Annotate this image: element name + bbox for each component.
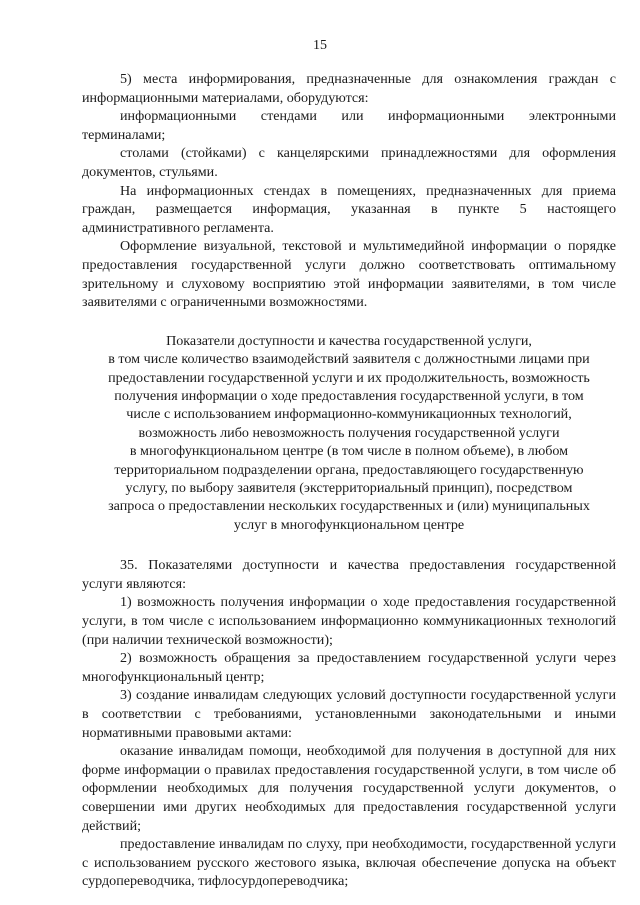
paragraph: информационными стендами или информационными электронными терминалами; xyxy=(82,108,616,143)
heading-line: получения информации о ходе предоставления государственной услуги, в том xyxy=(114,387,584,404)
paragraph: столами (стойками) с канцелярскими принадлежностями для оформления документов, стульями. xyxy=(82,145,616,180)
spacer xyxy=(82,534,616,556)
page-number: 15 xyxy=(313,38,327,53)
heading-line: услугу, по выбору заявителя (экстерриториальный принцип), посредством xyxy=(125,479,573,496)
heading-line: территориальном подразделении органа, предоставляющего государственную xyxy=(114,461,584,478)
heading-line: предоставлении государственной услуги и их продолжительность, возможность xyxy=(108,369,590,386)
paragraph: 2) возможность обращения за предоставлением государственной услуги через многофункциональный центр; xyxy=(82,650,616,685)
paragraph: 35. Показателями доступности и качества предоставления государственной услуги являются: xyxy=(82,557,616,592)
heading-line: возможность либо невозможность получения государственной услуги xyxy=(138,424,560,441)
heading-line: в том числе количество взаимодействий заявителя с должностными лицами при xyxy=(108,351,590,368)
paragraph: На информационных стендах в помещениях, предназначенных для приема граждан, размещается информация, указанная в пункте 5 настоящего административного регламента. xyxy=(82,182,616,236)
paragraph: оказание инвалидам помощи, необходимой для получения в доступной для них форме информации о правилах предоставления государственной услуги, в том числе об оформлении необходимых для получения государственной услуги документов, о совершении ими других необходимых для предоставления государственной услуги действий; xyxy=(82,743,616,834)
paragraph: предоставление инвалидам по слуху, при необходимости, государственной услуги с использованием русского жестового языка, включая обеспечение допуска на объект сурдопереводчика, тифлосурдопереводчика; xyxy=(82,836,616,890)
heading-line: Показатели доступности и качества государственной услуги, xyxy=(166,332,532,349)
heading-line: запроса о предоставлении нескольких государственных и (или) муниципальных xyxy=(108,498,590,515)
heading-line: в многофункциональном центре (в том числе в полном объеме), в любом xyxy=(129,443,569,460)
paragraph: Оформление визуальной, текстовой и мультимедийной информации о порядке предоставления государственной услуги должно соответствовать оптимальному зрительному и слуховому восприятию этой информации заявителями, в том числе заявителями с ограниченными возможностями. xyxy=(82,238,616,311)
paragraph: 3) создание инвалидам следующих условий доступности государственной услуги в соответствии с требованиями, установленными законодательными и иными нормативными правовыми актами: xyxy=(82,687,616,741)
paragraph: 1) возможность получения информации о ходе предоставления государственной услуги, в том числе с использованием информационно коммуникационных технологий (при наличии технической возможности); xyxy=(82,594,616,648)
paragraph: 5) места информирования, предназначенные для ознакомления граждан с информационными материалами, оборудуются: xyxy=(82,71,616,106)
section-heading xyxy=(82,332,616,534)
heading-line: услуг в многофункциональном центре xyxy=(233,516,465,533)
document-body xyxy=(82,70,616,891)
heading-line: числе с использованием информационно-коммуникационных технологий, xyxy=(126,406,572,423)
